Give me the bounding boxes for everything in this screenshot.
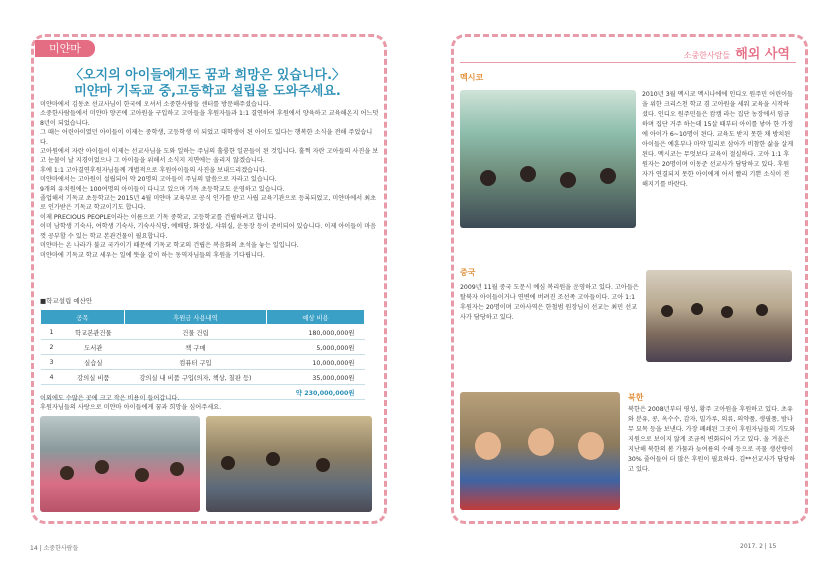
page-footer-left: 14 | 소중한사람들: [30, 545, 79, 552]
cell: 5,000,000원: [267, 340, 365, 355]
article-body: [40, 100, 380, 260]
label-china: 중국: [460, 268, 476, 277]
photo-china-children: [646, 270, 792, 362]
title-divider: [460, 62, 796, 63]
page-footer-right: 2017. 2 | 15: [740, 543, 777, 550]
paragraph: 미얀마는 온 나라가 불교 국가이기 때문에 기독교 학교의 건립은 복음화의 초석을 놓는 일입니다.: [40, 242, 299, 250]
paragraph: 그 때는 어린아이였던 아이들이 이제는 중학생, 고등학생 이 되었고 대학생이 된 아이도 있다는 행복한 소식을 전해 주었습니다.: [40, 129, 373, 146]
photo-mexico-class: [460, 90, 636, 228]
cell: 1: [41, 325, 63, 340]
country-tag-myanmar: 미얀마: [35, 40, 95, 57]
section-title-big: 해외 사역: [735, 47, 790, 62]
headline-quote: 〈오지의 아이들에게도 꿈과 희망은 있습니다.〉: [69, 68, 346, 83]
cell: 10,000,000원: [267, 355, 365, 370]
cell: 35,000,000원: [267, 370, 365, 385]
budget-table: [40, 309, 365, 400]
paragraph: 고아원에서 자란 아이들이 이제는 선교사님을 도와 일하는 주님의 훌륭한 일꾼들이 된 것입니다. 훌쩍 자란 고아들의 사진을 보고 눈물이 날 지경이었으나 그 아이들을 위해서 소식지 지면에는 올리지 않겠습니다.: [40, 148, 379, 165]
total-cell: 약 230,000,000원: [267, 385, 365, 400]
paragraph: 졸업해서 기독교 초등학교는 2015년 4월 미얀마 교육부로 공식 인가를 받고 사립 교육기관으로 등록되었고, 미얀마에서 최초로 인가받은 기독교 학교이기도 합니다.: [40, 195, 377, 212]
cell: 4: [41, 370, 63, 385]
paragraph: 미얀마에서 김동초 선교사님이 한국에 오셔서 소중한사람들 센터를 방문해주셨습니다.: [40, 101, 271, 108]
text-china: 2009년 11월 중국 도문시 예심 복리원을 운영하고 있다. 고아들은 탈북자 아이들이거나 연변에 버려진 조선족 고아들이다. 고아 1:1 후원자는 20명이며 고아사역은 한철범 원장님이 선교는 최민 선교사가 담당하고 있다.: [460, 284, 639, 321]
paragraph: 이미 남학생 기숙사, 여학생 기숙사, 기숙사식당, 예배당, 화장실, 샤워실, 운동장 등이 준비되어 있습니다. 이제 아이들이 마음껏 공부할 수 있는 학교 본관건물이 필요합니다.: [40, 223, 377, 240]
column-header: 후원금 사용내역: [124, 310, 266, 325]
label-north-korea: 북한: [628, 393, 644, 402]
section-title-small: 소중한사람들: [683, 51, 731, 60]
paragraph: 후원자님들의 사랑으로 미얀마 아이들에게 꿈과 희망을 심어주세요.: [40, 404, 222, 412]
closing-text: [40, 394, 370, 413]
paragraph: 이외에도 수많은 곳에 크고 작은 비용이 들어갑니다.: [40, 395, 180, 402]
cell: 실습실: [62, 355, 124, 370]
paragraph: 후에 1:1 고아결연후원자님들께 개별적으로 후원아이들의 사진을 보내드리겠습니다.: [40, 166, 267, 174]
table-row: [41, 370, 365, 385]
table-row: [41, 325, 365, 340]
paragraph: 소중한사람들에서 미얀마 양곤에 고아원을 구입하고 고아들을 후원자들과 1:1 결연하여 후원에서 양육하고 교육해온지 어느덧 8년이 되었습니다.: [40, 110, 379, 127]
cell: 건물 건립: [124, 325, 266, 340]
cell: 도서관: [62, 340, 124, 355]
cell: 컴퓨터 구입: [124, 355, 266, 370]
table-header-row: [41, 310, 365, 325]
cell: 강의실 내 비품 구입(의자, 책상, 칠판 등): [124, 370, 266, 385]
table-row: [41, 355, 365, 370]
paragraph: 미얀마에서는 고아원이 설립되어 약 20명의 고아들이 주님의 말씀으로 자라고 있습니다.: [40, 176, 277, 184]
cell: 180,000,000원: [267, 325, 365, 340]
text-north-korea: 북한은 2008년부터 평성, 황주 고아원을 후원하고 있다. 초유와 분유, 콩, 옥수수, 감자, 밀가루, 의류, 의약품, 생필품, 밤나무 묘목 등을 보낸다. 가장 폐쇄된 그곳이 후원자님들의 기도와 지원으로 보이지 않게 조금씩 변화되어 가고 있다. 올 겨울은 지난해 북한의 봄 가뭄과 늦여름의 수해 등으로 곡물 생산량이 30% 줄어들어 더 많은 후원이 필요하다. 김**선교사가 담당하고 있다.: [628, 406, 796, 473]
cell: 3: [41, 355, 63, 370]
paragraph: 9개의 유치원에는 100여명의 아이들이 다니고 있으며 기독 초등학교도 운영하고 있습니다.: [40, 185, 285, 193]
column-header: 예상 비용: [267, 310, 365, 325]
budget-title: ■학교설립 예산안: [40, 297, 93, 305]
cell: 2: [41, 340, 63, 355]
headline-main: 미얀마 기독교 중,고등학교 설립을 도와주세요.: [74, 84, 341, 99]
cell: 책 구매: [124, 340, 266, 355]
table-row: [41, 340, 365, 355]
photo-myanmar-children-2: [206, 416, 372, 512]
paragraph: 이제 PRECIOUS PEOPLE이라는 이름으로 기독 중학교, 고등학교를 건립하려고 합니다.: [40, 213, 277, 221]
label-mexico: 멕시코: [460, 73, 484, 82]
photo-north-korea-children: [460, 392, 620, 510]
text-mexico: 2010년 3월 멕시코 멕시나에에 인디오 원주민 어린이들을 위한 크리스천 학교 겸 고아원을 세워 교육을 시작하셨다. 인디오 원주민들은 캄캠 라는 집단 농장에서 임금 하며 집단 거주 하는데 15살 때부터 아이를 낳아 한 가정에 아이가 6~10명이 된다. 교육도 받지 못한 채 방치된 아이들은 예훈부나 마약 밀리로 삼아가 비참한 삶을 살게 된다. 멕시코는 무엇보다 교육이 절실하다. 고아 1:1 후원자는 20명이며 이동준 선교사가 담당하고 있다. 후원자가 연결되지 못한 아이에게 어서 빨리 기쁜 소식이 전해지기를 바란다.: [642, 91, 794, 188]
photo-myanmar-children-1: [40, 416, 200, 512]
cell: 강의실 비품: [62, 370, 124, 385]
cell: 학교본관건물: [62, 325, 124, 340]
paragraph: 미얀마에 기독교 학교 세우는 일에 뜻을 같이 하는 동역자님들의 후원을 기다립니다.: [40, 251, 265, 259]
column-header: 공목: [41, 310, 125, 325]
section-title: [590, 43, 790, 62]
